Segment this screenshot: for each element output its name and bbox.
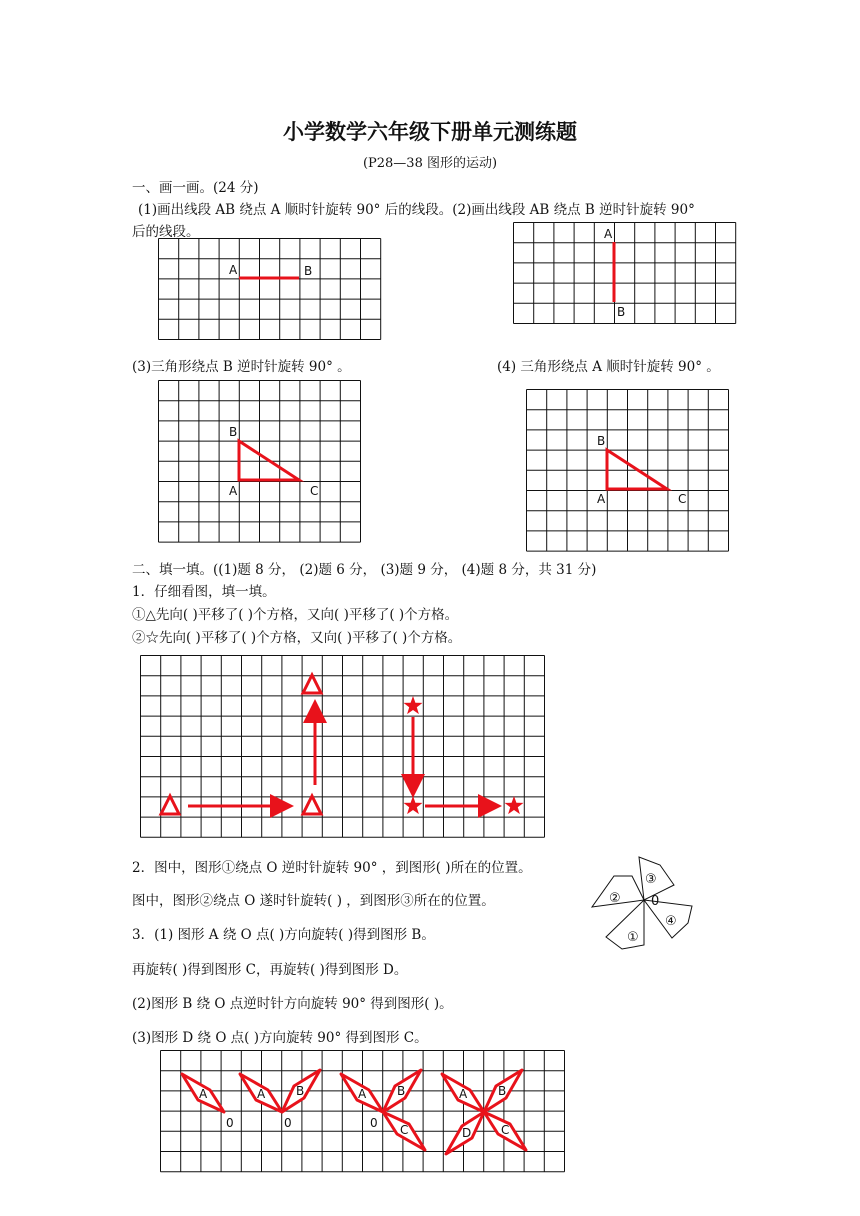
page-title: 小学数学六年级下册单元测练题 [283,120,577,144]
label-a: A [229,484,238,498]
svg-text:A: A [358,1087,367,1101]
svg-text:A: A [459,1087,468,1101]
grid-rotation [160,1050,565,1172]
s2-q3-b: 再旋转( )得到图形 C，再旋转( )得到图形 D。 [132,962,408,978]
grid-q3 [158,380,362,542]
q4-instruction: (4) 三角形绕点 A 顺时针旋转 90° 。 [497,359,720,375]
triangle-abc [607,450,667,489]
svg-text:D: D [462,1126,472,1140]
label-b: B [597,434,606,448]
triangle-abc [239,441,299,480]
svg-text:B: B [296,1084,305,1098]
pinwheel-label-4: ④ [665,914,677,929]
label-c: C [678,492,687,506]
svg-text:C: C [501,1123,510,1137]
s2-q3-d: (3)图形 D 绕 O 点( )方向旋转 90° 得到图形 C。 [132,1030,428,1046]
point-o-label: 0 [284,1116,292,1130]
grid-q1 [158,238,382,340]
section2-heading: 二、填一填。((1)题 8 分， (2)题 6 分， (3)题 9 分， (4)题 8 分，共 31 分) [132,562,597,578]
grid-lines [141,656,545,838]
label-a: A [597,492,606,506]
point-o-label: 0 [370,1116,378,1130]
star-top [404,696,423,714]
page-subtitle: (P28—38 图形的运动) [362,156,498,171]
star-mid [404,796,423,814]
label-b: B [229,425,238,439]
grid-translation [140,655,545,837]
section1-heading: 一、画一画。(24 分) [132,180,259,196]
label-a: A [604,227,613,241]
grid-lines [159,381,361,543]
svg-text:A: A [199,1087,208,1101]
grid-q2 [513,222,737,324]
svg-text:C: C [400,1123,409,1137]
s2-q2-b: 图中，图形②绕点 O 遂时针旋转( ) ，到图形③所在的位置。 [132,893,495,909]
s2-q1-b: ②☆先向( )平移了( )个方格，又向( )平移了( )个方格。 [132,630,462,646]
point-o-label: 0 [226,1116,234,1130]
grid-lines [159,239,381,340]
triangle-start [161,796,179,814]
pinwheel-label-2: ② [609,891,621,906]
pinwheel-label-1: ① [627,930,639,945]
svg-text:A: A [257,1087,266,1101]
grid-lines [527,390,729,552]
pinwheel-center-o: 0 [651,894,660,909]
leaf-a-fig1 [182,1074,224,1112]
s2-q1-intro: 1．仔细看图，填一填。 [132,584,276,600]
triangle-mid [303,796,321,814]
q3-instruction: (3)三角形绕点 B 逆时针旋转 90° 。 [132,359,351,375]
s2-q2-a: 2．图中，图形①绕点 O 逆时针旋转 90° ，到图形( )所在的位置。 [132,860,532,876]
label-b: B [617,305,626,319]
pinwheel-label-3: ③ [645,872,657,887]
leaf-d-fig4 [446,1112,484,1154]
grid-q4 [526,389,730,551]
triangle-end [303,675,321,693]
svg-text:B: B [498,1084,507,1098]
pinwheel-figure [592,855,694,950]
label-b: B [304,264,313,278]
label-a: A [229,263,238,277]
label-c: C [310,484,319,498]
svg-text:B: B [397,1084,406,1098]
q1-instruction: (1)画出线段 AB 绕点 A 顺时针旋转 90° 后的线段。(2)画出线段 AB 绕点 B 逆时针旋转 90° [138,202,695,218]
q1-instruction-cont: 后的线段。 [132,224,200,240]
s2-q3-a: 3．(1) 图形 A 绕 O 点( )方向旋转( )得到图形 B。 [132,927,435,943]
s2-q1-a: ①△先向( )平移了( )个方格，又向( )平移了( )个方格。 [132,607,459,623]
s2-q3-c: (2)图形 B 绕 O 点逆时针方向旋转 90° 得到图形( )。 [132,996,453,1012]
star-end [505,796,524,814]
